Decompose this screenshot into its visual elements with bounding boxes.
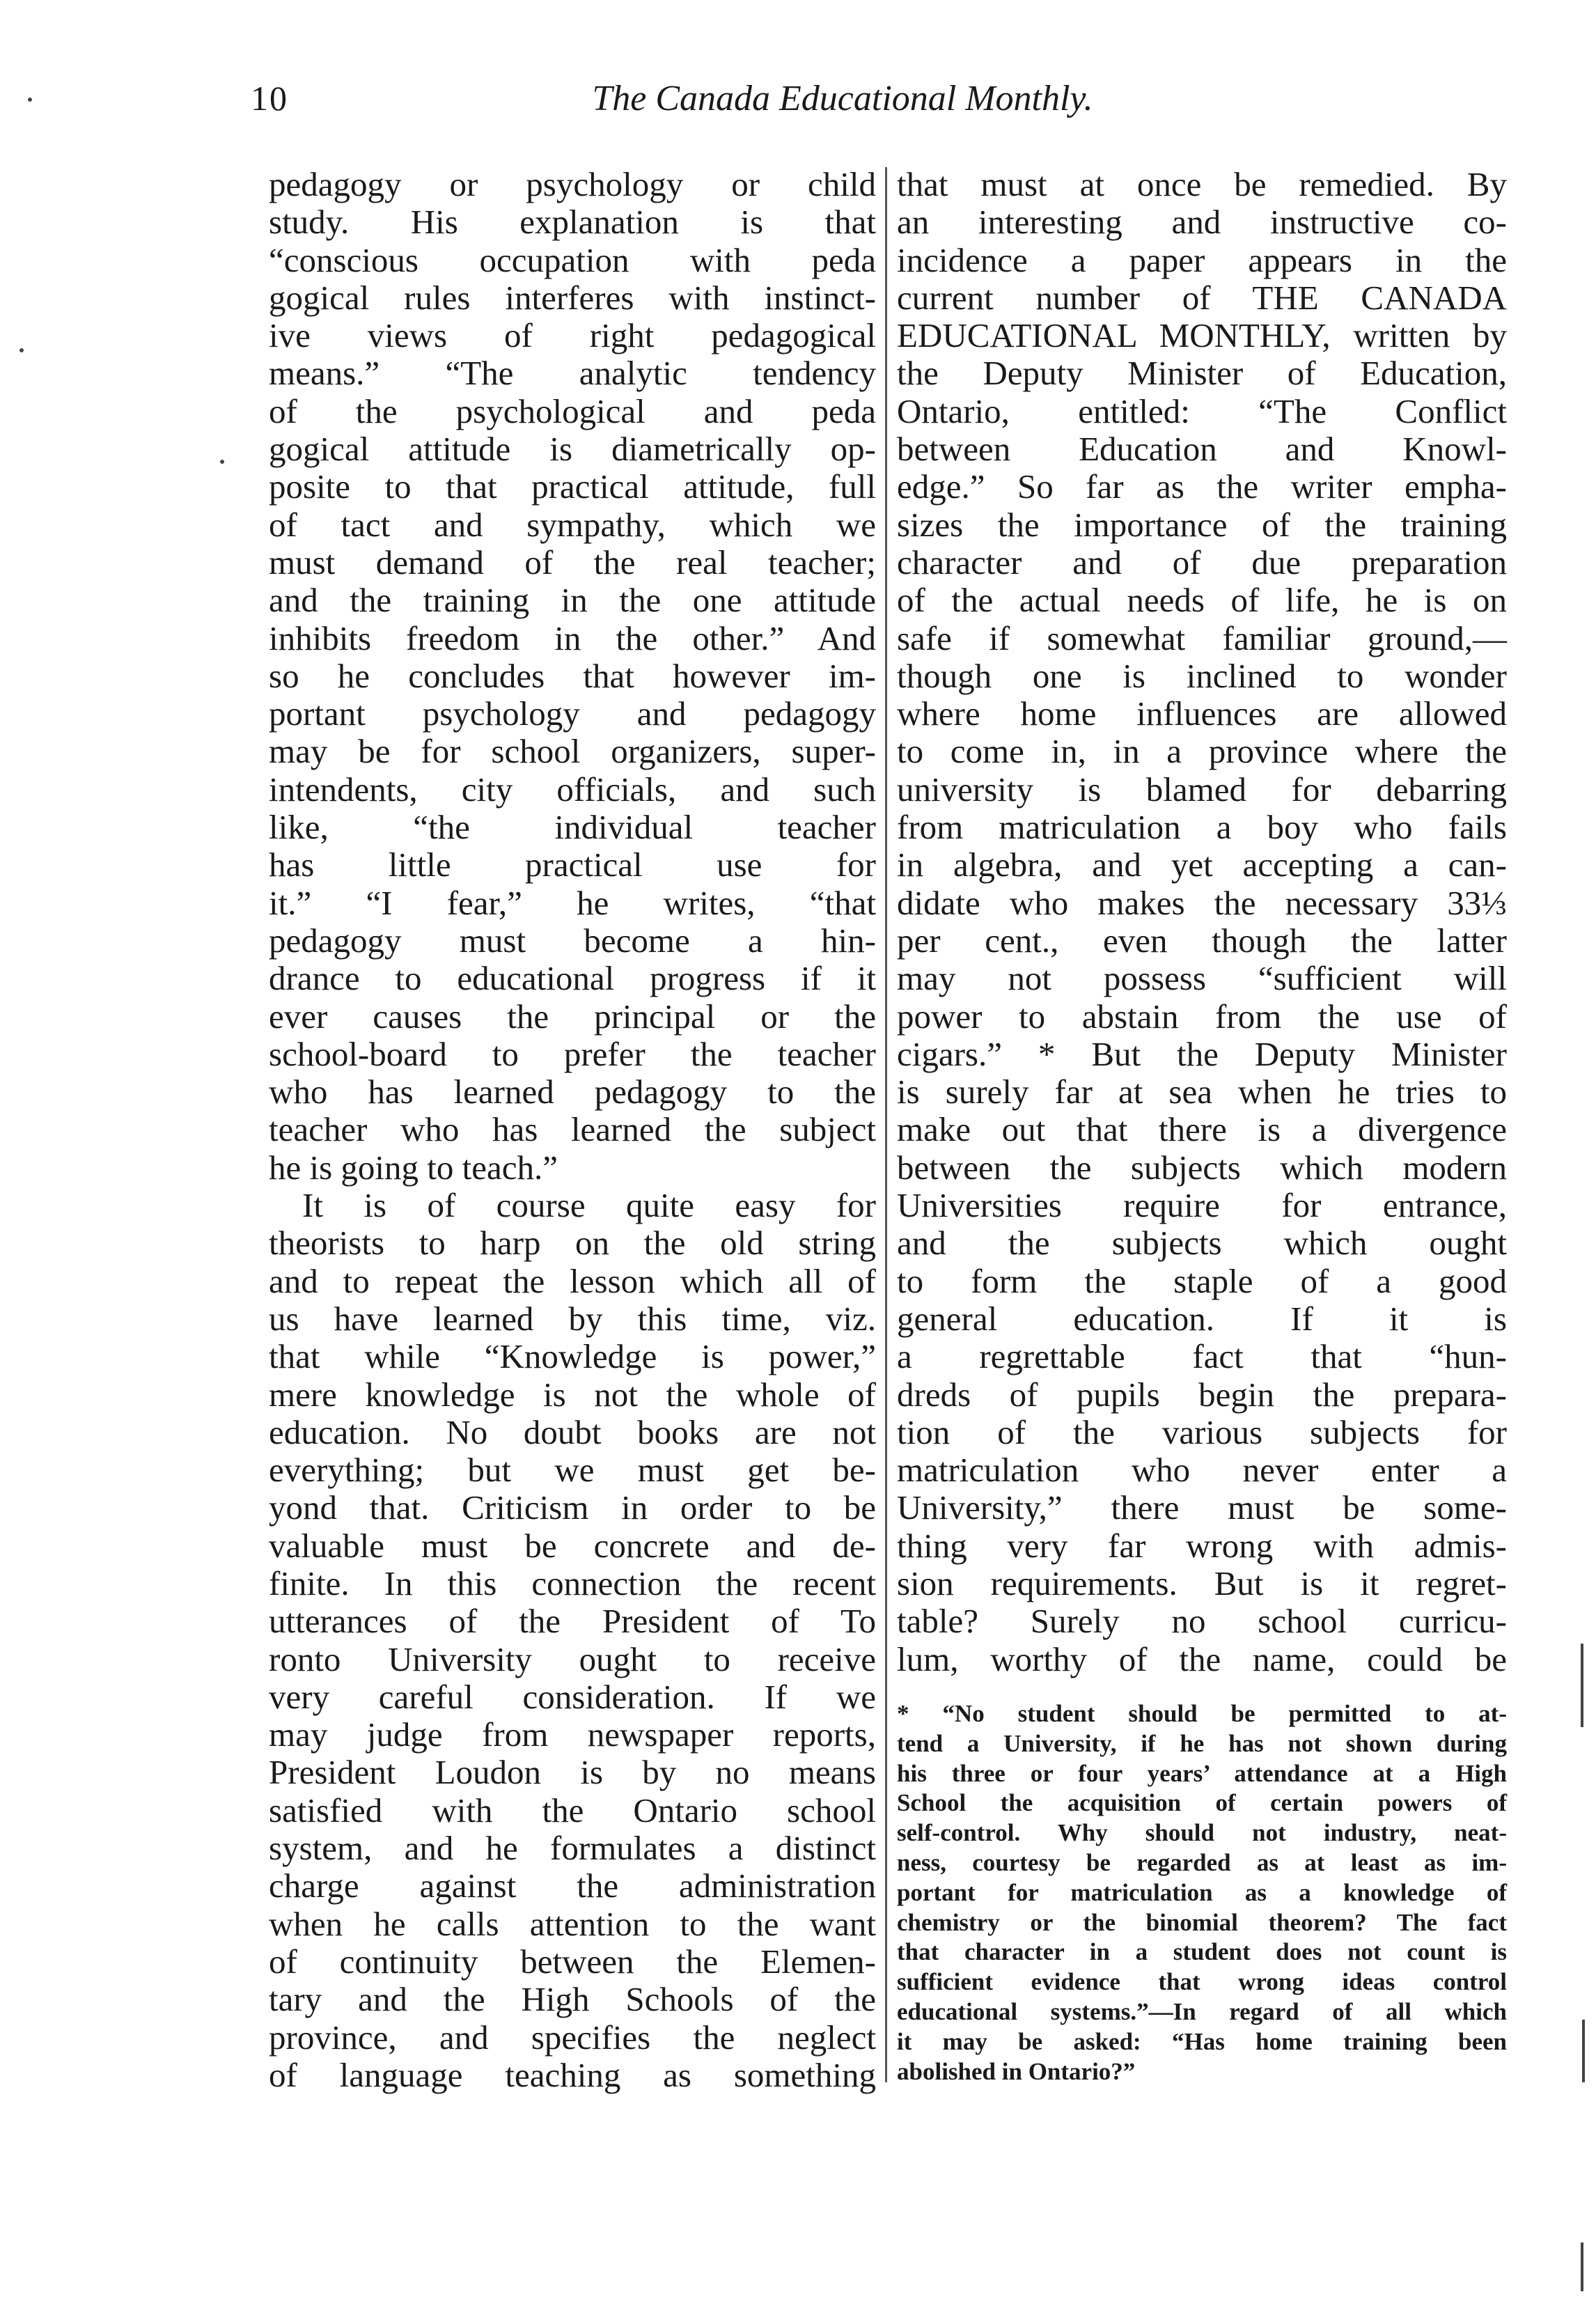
text-line: table? Surely no school curricu-: [897, 1602, 1507, 1641]
text-line: of language teaching as something: [269, 2055, 876, 2094]
text-line: gogical rules interferes with instinct-: [269, 278, 876, 317]
text-line: everything; but we must get be-: [269, 1451, 876, 1490]
text-line: a regrettable fact that “hun-: [897, 1337, 1507, 1376]
text-line: matriculation who never enter a: [897, 1451, 1507, 1490]
text-line: pedagogy must become a hin-: [269, 921, 876, 960]
text-line: university is blamed for debarring: [897, 770, 1507, 809]
text-line: character and of due preparation: [897, 543, 1507, 582]
text-line: education. No doubt books are not: [269, 1412, 876, 1451]
text-line: thing very far wrong with admis-: [897, 1526, 1507, 1565]
footnote: [897, 1699, 1507, 2086]
text-line: system, and he formulates a distinct: [269, 1829, 876, 1868]
text-line: in algebra, and yet accepting a can-: [897, 845, 1507, 884]
margin-edge-mark: [1582, 2020, 1585, 2082]
text-line: is surely far at sea when he tries to: [897, 1072, 1507, 1112]
text-line: tion of the various subjects for: [897, 1412, 1507, 1451]
text-line: and the subjects which ought: [897, 1224, 1507, 1263]
text-line: teacher who has learned the subject: [269, 1110, 876, 1149]
left-column: [269, 166, 876, 2094]
footnote-line: portant for matriculation as a knowledge of: [897, 1878, 1507, 1906]
text-line: of tact and sympathy, which we: [269, 505, 876, 544]
text-line: must demand of the real teacher;: [269, 543, 876, 582]
text-line: school-board to prefer the teacher: [269, 1034, 876, 1073]
right-column: [897, 166, 1507, 1678]
column-divider: [885, 167, 887, 2082]
text-line: gogical attitude is diametrically op-: [269, 430, 876, 469]
text-line: when he calls attention to the want: [269, 1904, 876, 1943]
text-line: University,” there must be some-: [897, 1488, 1507, 1527]
text-line: between Education and Knowl-: [897, 430, 1507, 469]
text-line: cigars.” * But the Deputy Minister: [897, 1034, 1507, 1073]
text-line: lum, worthy of the name, could be: [897, 1639, 1507, 1678]
text-line: so he concludes that however im-: [269, 656, 876, 695]
text-line: from matriculation a boy who fails: [897, 808, 1507, 847]
footnote-line: abolished in Ontario?”: [897, 2057, 1136, 2085]
text-line: dreds of pupils begin the prepara-: [897, 1375, 1507, 1414]
text-line: make out that there is a divergence: [897, 1110, 1507, 1149]
text-line: satisfied with the Ontario school: [269, 1791, 876, 1830]
text-line: Ontario, entitled: “The Conflict: [897, 391, 1507, 430]
footnote-line: educational systems.”—In regard of all which: [897, 1997, 1507, 2025]
text-line: charge against the administration: [269, 1866, 876, 1905]
text-line: theorists to harp on the old string: [269, 1224, 876, 1263]
footnote-line: self-control. Why should not industry, neat-: [897, 1819, 1507, 1847]
text-line: means.” “The analytic tendency: [269, 354, 876, 393]
text-line: where home influences are allowed: [897, 694, 1507, 733]
text-line: mere knowledge is not the whole of: [269, 1375, 876, 1414]
text-line: that must at once be remedied. By: [897, 165, 1507, 203]
margin-speck: [220, 460, 224, 464]
text-line: posite to that practical attitude, full: [269, 467, 876, 506]
text-line: to form the staple of a good: [897, 1261, 1507, 1300]
text-line: ronto University ought to receive: [269, 1639, 876, 1678]
footnote-line: ness, courtesy be regarded as at least as im-: [897, 1848, 1507, 1876]
page-header: [251, 78, 1434, 134]
text-line: President Loudon is by no means: [269, 1753, 876, 1792]
text-line: may be for school organizers, super-: [269, 732, 876, 771]
text-line: utterances of the President of To: [269, 1602, 876, 1641]
text-line: may judge from newspaper reports,: [269, 1715, 876, 1754]
text-line: of continuity between the Elemen-: [269, 1942, 876, 1981]
text-line: province, and specifies the neglect: [269, 2018, 876, 2057]
text-line: portant psychology and pedagogy: [269, 694, 876, 733]
text-line: between the subjects which modern: [897, 1148, 1507, 1187]
text-line: though one is inclined to wonder: [897, 656, 1507, 695]
footnote-line: tend a University, if he has not shown during: [897, 1729, 1507, 1757]
footnote-line: it may be asked: “Has home training been: [897, 2027, 1507, 2055]
text-line: may not possess “sufficient will: [897, 959, 1507, 998]
text-line: an interesting and instructive co-: [897, 203, 1507, 242]
text-line: the Deputy Minister of Education,: [897, 354, 1507, 393]
text-line: general education. If it is: [897, 1299, 1507, 1338]
text-line: edge.” So far as the writer empha-: [897, 467, 1507, 506]
margin-speck: [19, 348, 24, 352]
text-line: power to abstain from the use of: [897, 997, 1507, 1036]
text-line: incidence a paper appears in the: [897, 240, 1507, 279]
running-head: The Canada Educational Monthly.: [592, 79, 1093, 118]
text-line: like, “the individual teacher: [269, 808, 876, 847]
text-line: and to repeat the lesson which all of: [269, 1261, 876, 1300]
margin-edge-mark: [1581, 2242, 1583, 2291]
text-line: ever causes the principal or the: [269, 997, 876, 1036]
text-line: ive views of right pedagogical: [269, 316, 876, 355]
text-line: inhibits freedom in the other.” And: [269, 618, 876, 657]
text-line: us have learned by this time, viz.: [269, 1299, 876, 1338]
text-line: It is of course quite easy for: [302, 1186, 876, 1225]
text-line: and the training in the one attitude: [269, 581, 876, 620]
text-line: current number of THE CANADA: [897, 278, 1507, 317]
text-line: of the actual needs of life, he is on: [897, 581, 1507, 620]
text-line: per cent., even though the latter: [897, 921, 1507, 960]
text-line: intendents, city officials, and such: [269, 770, 876, 809]
text-line: tary and the High Schools of the: [269, 1980, 876, 2019]
text-line: pedagogy or psychology or child: [269, 165, 876, 203]
text-line: didate who makes the necessary 33⅓: [897, 883, 1507, 922]
footnote-line: * “No student should be permitted to at-: [897, 1700, 1507, 1727]
text-line: has little practical use for: [269, 845, 876, 884]
page-number: 10: [251, 79, 288, 118]
margin-edge-mark: [1581, 1644, 1583, 1727]
text-line: valuable must be concrete and de-: [269, 1526, 876, 1565]
text-line: safe if somewhat familiar ground,—: [897, 618, 1507, 657]
footnote-line: that character in a student does not count is: [897, 1938, 1507, 1966]
footnote-line: sufficient evidence that wrong ideas control: [897, 1968, 1507, 1996]
footnote-line: his three or four years’ attendance at a High: [897, 1759, 1507, 1787]
text-line: study. His explanation is that: [269, 203, 876, 242]
text-line: yond that. Criticism in order to be: [269, 1488, 876, 1527]
text-line: sizes the importance of the training: [897, 505, 1507, 544]
text-line: Universities require for entrance,: [897, 1186, 1507, 1225]
text-line: that while “Knowledge is power,”: [269, 1337, 876, 1376]
text-line: who has learned pedagogy to the: [269, 1072, 876, 1112]
text-line: EDUCATIONAL MONTHLY, written by: [897, 316, 1507, 355]
text-line: it.” “I fear,” he writes, “that: [269, 883, 876, 922]
footnote-line: School the acquisition of certain powers of: [897, 1789, 1507, 1817]
text-line: drance to educational progress if it: [269, 959, 876, 998]
text-line: finite. In this connection the recent: [269, 1563, 876, 1602]
text-line: very careful consideration. If we: [269, 1677, 876, 1716]
text-line: he is going to teach.”: [269, 1148, 558, 1187]
text-line: “conscious occupation with peda: [269, 240, 876, 279]
text-line: sion requirements. But is it regret-: [897, 1563, 1507, 1602]
text-line: of the psychological and peda: [269, 391, 876, 430]
text-line: to come in, in a province where the: [897, 732, 1507, 771]
margin-speck: [28, 98, 32, 102]
footnote-line: chemistry or the binomial theorem? The fact: [897, 1908, 1507, 1936]
